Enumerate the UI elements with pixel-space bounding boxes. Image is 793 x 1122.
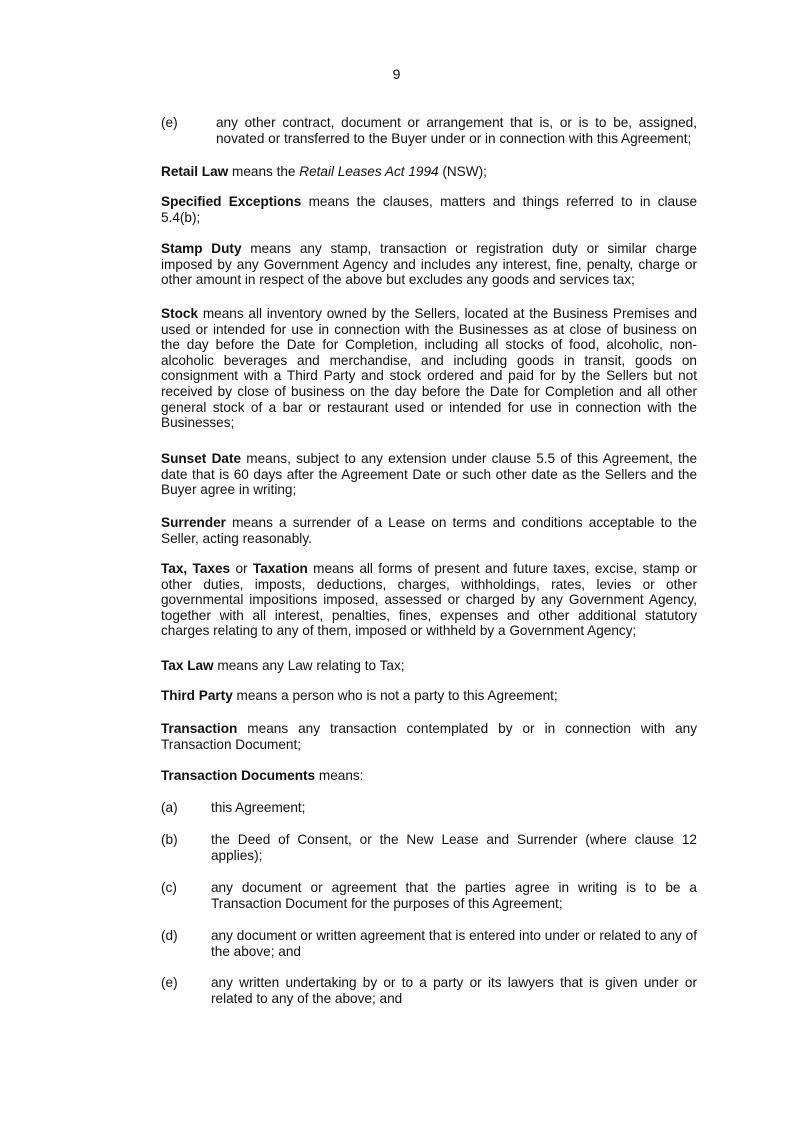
defined-term: Surrender xyxy=(161,515,226,530)
item-text: any written undertaking by or to a party or its lawyers that is given under or related to any of the above; and xyxy=(211,975,697,1006)
page-number: 9 xyxy=(392,66,401,82)
defined-term: Stock xyxy=(161,306,199,321)
list-item-c xyxy=(161,880,697,911)
definition-third-party: Third Party means a person who is not a party to this Agreement; xyxy=(161,688,558,703)
defined-term: Third Party xyxy=(161,688,233,703)
definition-sunset-date: Sunset Date means, subject to any extension under clause 5.5 of this Agreement, the date that is 60 days after the Agreement Date or such other date as the Sellers and the Buyer agree in writing; xyxy=(161,451,698,498)
list-item-d xyxy=(161,928,697,959)
defined-term: Retail Law xyxy=(161,164,229,179)
definition-retail-law: Retail Law means the Retail Leases Act 1994 (NSW); xyxy=(161,164,487,179)
item-text: the Deed of Consent, or the New Lease and Surrender (where clause 12 applies); xyxy=(211,832,697,863)
definition-specified-exceptions: Specified Exceptions means the clauses, matters and things referred to in clause 5.4(b); xyxy=(161,194,697,225)
act-title: Retail Leases Act 1994 xyxy=(299,164,439,179)
definition-stamp-duty: Stamp Duty means any stamp, transaction or registration duty or similar charge imposed by any Government Agency and includes any interest, fine, penalty, charge or other amount in respect of the above but excludes any goods and services tax; xyxy=(161,241,697,288)
defined-term: Transaction Documents xyxy=(161,768,316,783)
item-text: any document or agreement that the parties agree in writing is to be a Transaction Document for the purposes of this Agreement; xyxy=(211,880,697,911)
list-item-a xyxy=(161,800,697,816)
item-label: (e) xyxy=(161,975,178,990)
item-label: (d) xyxy=(161,928,178,943)
definition-transaction-documents: Transaction Documents means: xyxy=(161,768,364,783)
definition-tax: Tax, Taxes or Taxation means all forms of present and future taxes, excise, stamp or other duties, imposts, deductions, charges, withholdings, rates, levies or other governmental impositions imposed, assessed or charged by any Government Agency, together with all interest, penalties, fines, expenses and other additional statutory charges relating to any of them, imposed or withheld by a Government Agency; xyxy=(161,561,698,639)
item-text: this Agreement; xyxy=(211,800,306,815)
definition-surrender: Surrender means a surrender of a Lease on terms and conditions acceptable to the Seller, acting reasonably. xyxy=(161,515,697,546)
definition-stock: Stock means all inventory owned by the Sellers, located at the Business Premises and used or intended for use in connection with the Businesses as at close of business on the day before the Date for Completion, including all stocks of food, alcoholic, non-alcoholic beverages and merchandise, and including goods in transit, goods on consignment with a Third Party and stock ordered and paid for by the Sellers but not received by close of business on the day before the Date for Completion and all other general stock of a bar or restaurant used or intended for use in connection with the Businesses; xyxy=(161,306,697,431)
defined-term: Transaction xyxy=(161,721,238,736)
item-label: (c) xyxy=(161,880,177,895)
item-label: (b) xyxy=(161,832,178,847)
defined-term: Tax, Taxes xyxy=(161,561,231,576)
definition-tax-law: Tax Law means any Law relating to Tax; xyxy=(161,658,405,673)
list-item-b xyxy=(161,832,697,863)
defined-term: Stamp Duty xyxy=(161,241,242,256)
list-item-e xyxy=(161,975,697,1006)
defined-term: Taxation xyxy=(252,561,308,576)
item-label: (e) xyxy=(161,115,178,130)
defined-term: Tax Law xyxy=(161,658,214,673)
item-text: any other contract, document or arrangement that is, or is to be, assigned, novated or transferred to the Buyer under or in connection with this Agreement; xyxy=(216,115,697,146)
defined-term: Specified Exceptions xyxy=(161,194,302,209)
list-item-e-top xyxy=(161,115,697,146)
defined-term: Sunset Date xyxy=(161,451,242,466)
definition-transaction: Transaction means any transaction contemplated by or in connection with any Transaction Document; xyxy=(161,721,697,752)
item-text: any document or written agreement that is entered into under or related to any of the above; and xyxy=(211,928,697,959)
item-label: (a) xyxy=(161,800,178,815)
